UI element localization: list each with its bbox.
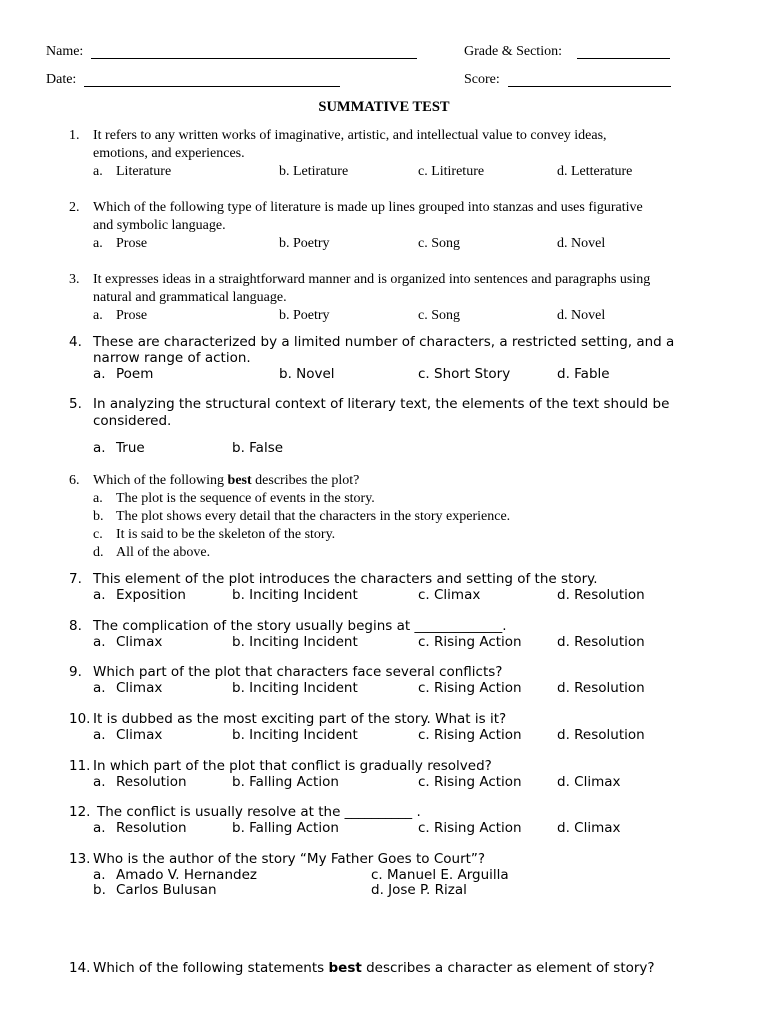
choice-d[interactable]: d. Resolution bbox=[557, 587, 645, 603]
choice-b[interactable]: b. Novel bbox=[279, 366, 335, 382]
question-number: 6. bbox=[69, 473, 80, 488]
name-label: Name: bbox=[46, 44, 84, 59]
choice-a[interactable]: Amado V. Hernandez bbox=[116, 867, 257, 883]
grade-section-label: Grade & Section: bbox=[464, 44, 562, 59]
question-number: 3. bbox=[69, 272, 80, 287]
question-number: 8. bbox=[69, 618, 82, 634]
choice-c[interactable]: c. Song bbox=[418, 308, 460, 323]
choice-c[interactable]: c. Manuel E. Arguilla bbox=[371, 867, 509, 883]
emphasis-best: best bbox=[227, 473, 252, 488]
choice-d[interactable]: d. Novel bbox=[557, 308, 606, 323]
choice-a[interactable]: Prose bbox=[116, 308, 148, 323]
choice-c[interactable]: c. Litireture bbox=[418, 164, 485, 179]
choice-b[interactable]: b. Inciting Incident bbox=[232, 680, 358, 696]
choice-d[interactable]: d. Jose P. Rizal bbox=[371, 882, 467, 898]
question-text: and symbolic language. bbox=[93, 218, 226, 233]
question-text: The conflict is usually resolve at the __________ . bbox=[97, 804, 421, 820]
date-label: Date: bbox=[46, 72, 77, 87]
question-number: 13. bbox=[69, 851, 91, 867]
choice-letter: a. bbox=[93, 774, 106, 790]
choice-c[interactable]: c. Rising Action bbox=[418, 634, 522, 650]
question-number: 4. bbox=[69, 334, 82, 350]
question-text: It refers to any written works of imaginative, artistic, and intellectual value to convey ideas, bbox=[93, 128, 607, 143]
question-number: 2. bbox=[69, 200, 80, 215]
question-text: Which of the following type of literature is made up lines grouped into stanzas and uses figurative bbox=[93, 200, 643, 215]
choice-c[interactable]: c. Rising Action bbox=[418, 820, 522, 836]
question-text: It expresses ideas in a straightforward manner and is organized into sentences and paragraphs using bbox=[93, 272, 651, 287]
choice-letter: a. bbox=[93, 727, 106, 743]
emphasis-best: best bbox=[328, 960, 362, 976]
choice-letter: a. bbox=[93, 236, 103, 251]
choice-b[interactable]: Carlos Bulusan bbox=[116, 882, 217, 898]
choice-letter: b. bbox=[93, 882, 106, 898]
choice-letter: a. bbox=[93, 820, 106, 836]
choice-c[interactable]: c. Song bbox=[418, 236, 460, 251]
choice-a[interactable]: Climax bbox=[116, 727, 163, 743]
choice-letter: a. bbox=[93, 164, 103, 179]
choice-c[interactable]: c. Climax bbox=[418, 587, 481, 603]
question-text: This element of the plot introduces the characters and setting of the story. bbox=[93, 571, 598, 587]
choice-d[interactable]: All of the above. bbox=[116, 545, 211, 560]
question-text: Who is the author of the story “My Father Goes to Court”? bbox=[93, 851, 486, 867]
choice-a[interactable]: The plot is the sequence of events in the story. bbox=[116, 491, 375, 506]
choice-d[interactable]: d. Resolution bbox=[557, 680, 645, 696]
choice-d[interactable]: d. Resolution bbox=[557, 727, 645, 743]
choice-a[interactable]: True bbox=[116, 440, 145, 456]
question-number: 14. bbox=[69, 960, 91, 976]
question-text: considered. bbox=[93, 413, 172, 429]
question-text: In which part of the plot that conflict is gradually resolved? bbox=[93, 758, 492, 774]
choice-a[interactable]: Climax bbox=[116, 634, 163, 650]
question-number: 12. bbox=[69, 804, 91, 820]
choice-d[interactable]: d. Letterature bbox=[557, 164, 633, 179]
page-title: SUMMATIVE TEST bbox=[318, 99, 450, 115]
choice-c[interactable]: It is said to be the skeleton of the story. bbox=[116, 527, 336, 542]
choice-b[interactable]: b. Letirature bbox=[279, 164, 349, 179]
choice-letter: a. bbox=[93, 308, 103, 323]
question-text: In analyzing the structural context of literary text, the elements of the text should be bbox=[93, 396, 670, 412]
choice-b[interactable]: b. Falling Action bbox=[232, 774, 339, 790]
choice-letter: d. bbox=[93, 545, 104, 560]
choice-letter: b. bbox=[93, 509, 104, 524]
choice-a[interactable]: Poem bbox=[116, 366, 154, 382]
choice-b[interactable]: b. Inciting Incident bbox=[232, 727, 358, 743]
question-number: 11. bbox=[69, 758, 91, 774]
choice-letter: c. bbox=[93, 527, 103, 542]
question-text: natural and grammatical language. bbox=[93, 290, 287, 305]
choice-a[interactable]: Resolution bbox=[116, 820, 187, 836]
question-number: 7. bbox=[69, 571, 82, 587]
choice-b[interactable]: b. Inciting Incident bbox=[232, 634, 358, 650]
question-text: These are characterized by a limited number of characters, a restricted setting, and a bbox=[93, 334, 675, 350]
question-text: Which of the following best describes the plot? bbox=[93, 473, 360, 488]
date-field-line[interactable] bbox=[84, 86, 340, 87]
choice-c[interactable]: c. Rising Action bbox=[418, 680, 522, 696]
choice-b[interactable]: The plot shows every detail that the characters in the story experience. bbox=[116, 509, 511, 524]
choice-a[interactable]: Exposition bbox=[116, 587, 186, 603]
choice-letter: a. bbox=[93, 587, 106, 603]
choice-b[interactable]: b. Poetry bbox=[279, 236, 330, 251]
choice-letter: a. bbox=[93, 867, 106, 883]
choice-b[interactable]: b. Inciting Incident bbox=[232, 587, 358, 603]
question-text: It is dubbed as the most exciting part of the story. What is it? bbox=[93, 711, 507, 727]
choice-b[interactable]: b. Falling Action bbox=[232, 820, 339, 836]
choice-c[interactable]: c. Rising Action bbox=[418, 774, 522, 790]
score-label: Score: bbox=[464, 72, 500, 87]
choice-a[interactable]: Resolution bbox=[116, 774, 187, 790]
question-text: The complication of the story usually begins at _____________. bbox=[93, 618, 507, 634]
choice-c[interactable]: c. Rising Action bbox=[418, 727, 522, 743]
choice-letter: a. bbox=[93, 634, 106, 650]
name-field-line[interactable] bbox=[91, 58, 417, 59]
choice-b[interactable]: b. False bbox=[232, 440, 284, 456]
question-number: 10. bbox=[69, 711, 91, 727]
choice-letter: a. bbox=[93, 491, 103, 506]
question-text: Which part of the plot that characters face several conflicts? bbox=[93, 664, 503, 680]
choice-c[interactable]: c. Short Story bbox=[418, 366, 511, 382]
question-number: 1. bbox=[69, 128, 80, 143]
grade-section-field-line[interactable] bbox=[577, 58, 670, 59]
choice-letter: a. bbox=[93, 680, 106, 696]
choice-letter: a. bbox=[93, 366, 106, 382]
score-field-line[interactable] bbox=[508, 86, 671, 87]
choice-a[interactable]: Literature bbox=[116, 164, 172, 179]
question-text: narrow range of action. bbox=[93, 350, 251, 366]
question-text: Which of the following statements best describes a character as element of story? bbox=[93, 960, 655, 976]
choice-a[interactable]: Climax bbox=[116, 680, 163, 696]
question-number: 9. bbox=[69, 664, 82, 680]
choice-d[interactable]: d. Novel bbox=[557, 236, 606, 251]
choice-d[interactable]: d. Resolution bbox=[557, 634, 645, 650]
question-text: emotions, and experiences. bbox=[93, 146, 245, 161]
choice-letter: a. bbox=[93, 440, 106, 456]
choice-d[interactable]: d. Climax bbox=[557, 774, 621, 790]
choice-a[interactable]: Prose bbox=[116, 236, 148, 251]
choice-d[interactable]: d. Fable bbox=[557, 366, 610, 382]
choice-b[interactable]: b. Poetry bbox=[279, 308, 330, 323]
choice-d[interactable]: d. Climax bbox=[557, 820, 621, 836]
question-number: 5. bbox=[69, 396, 82, 412]
